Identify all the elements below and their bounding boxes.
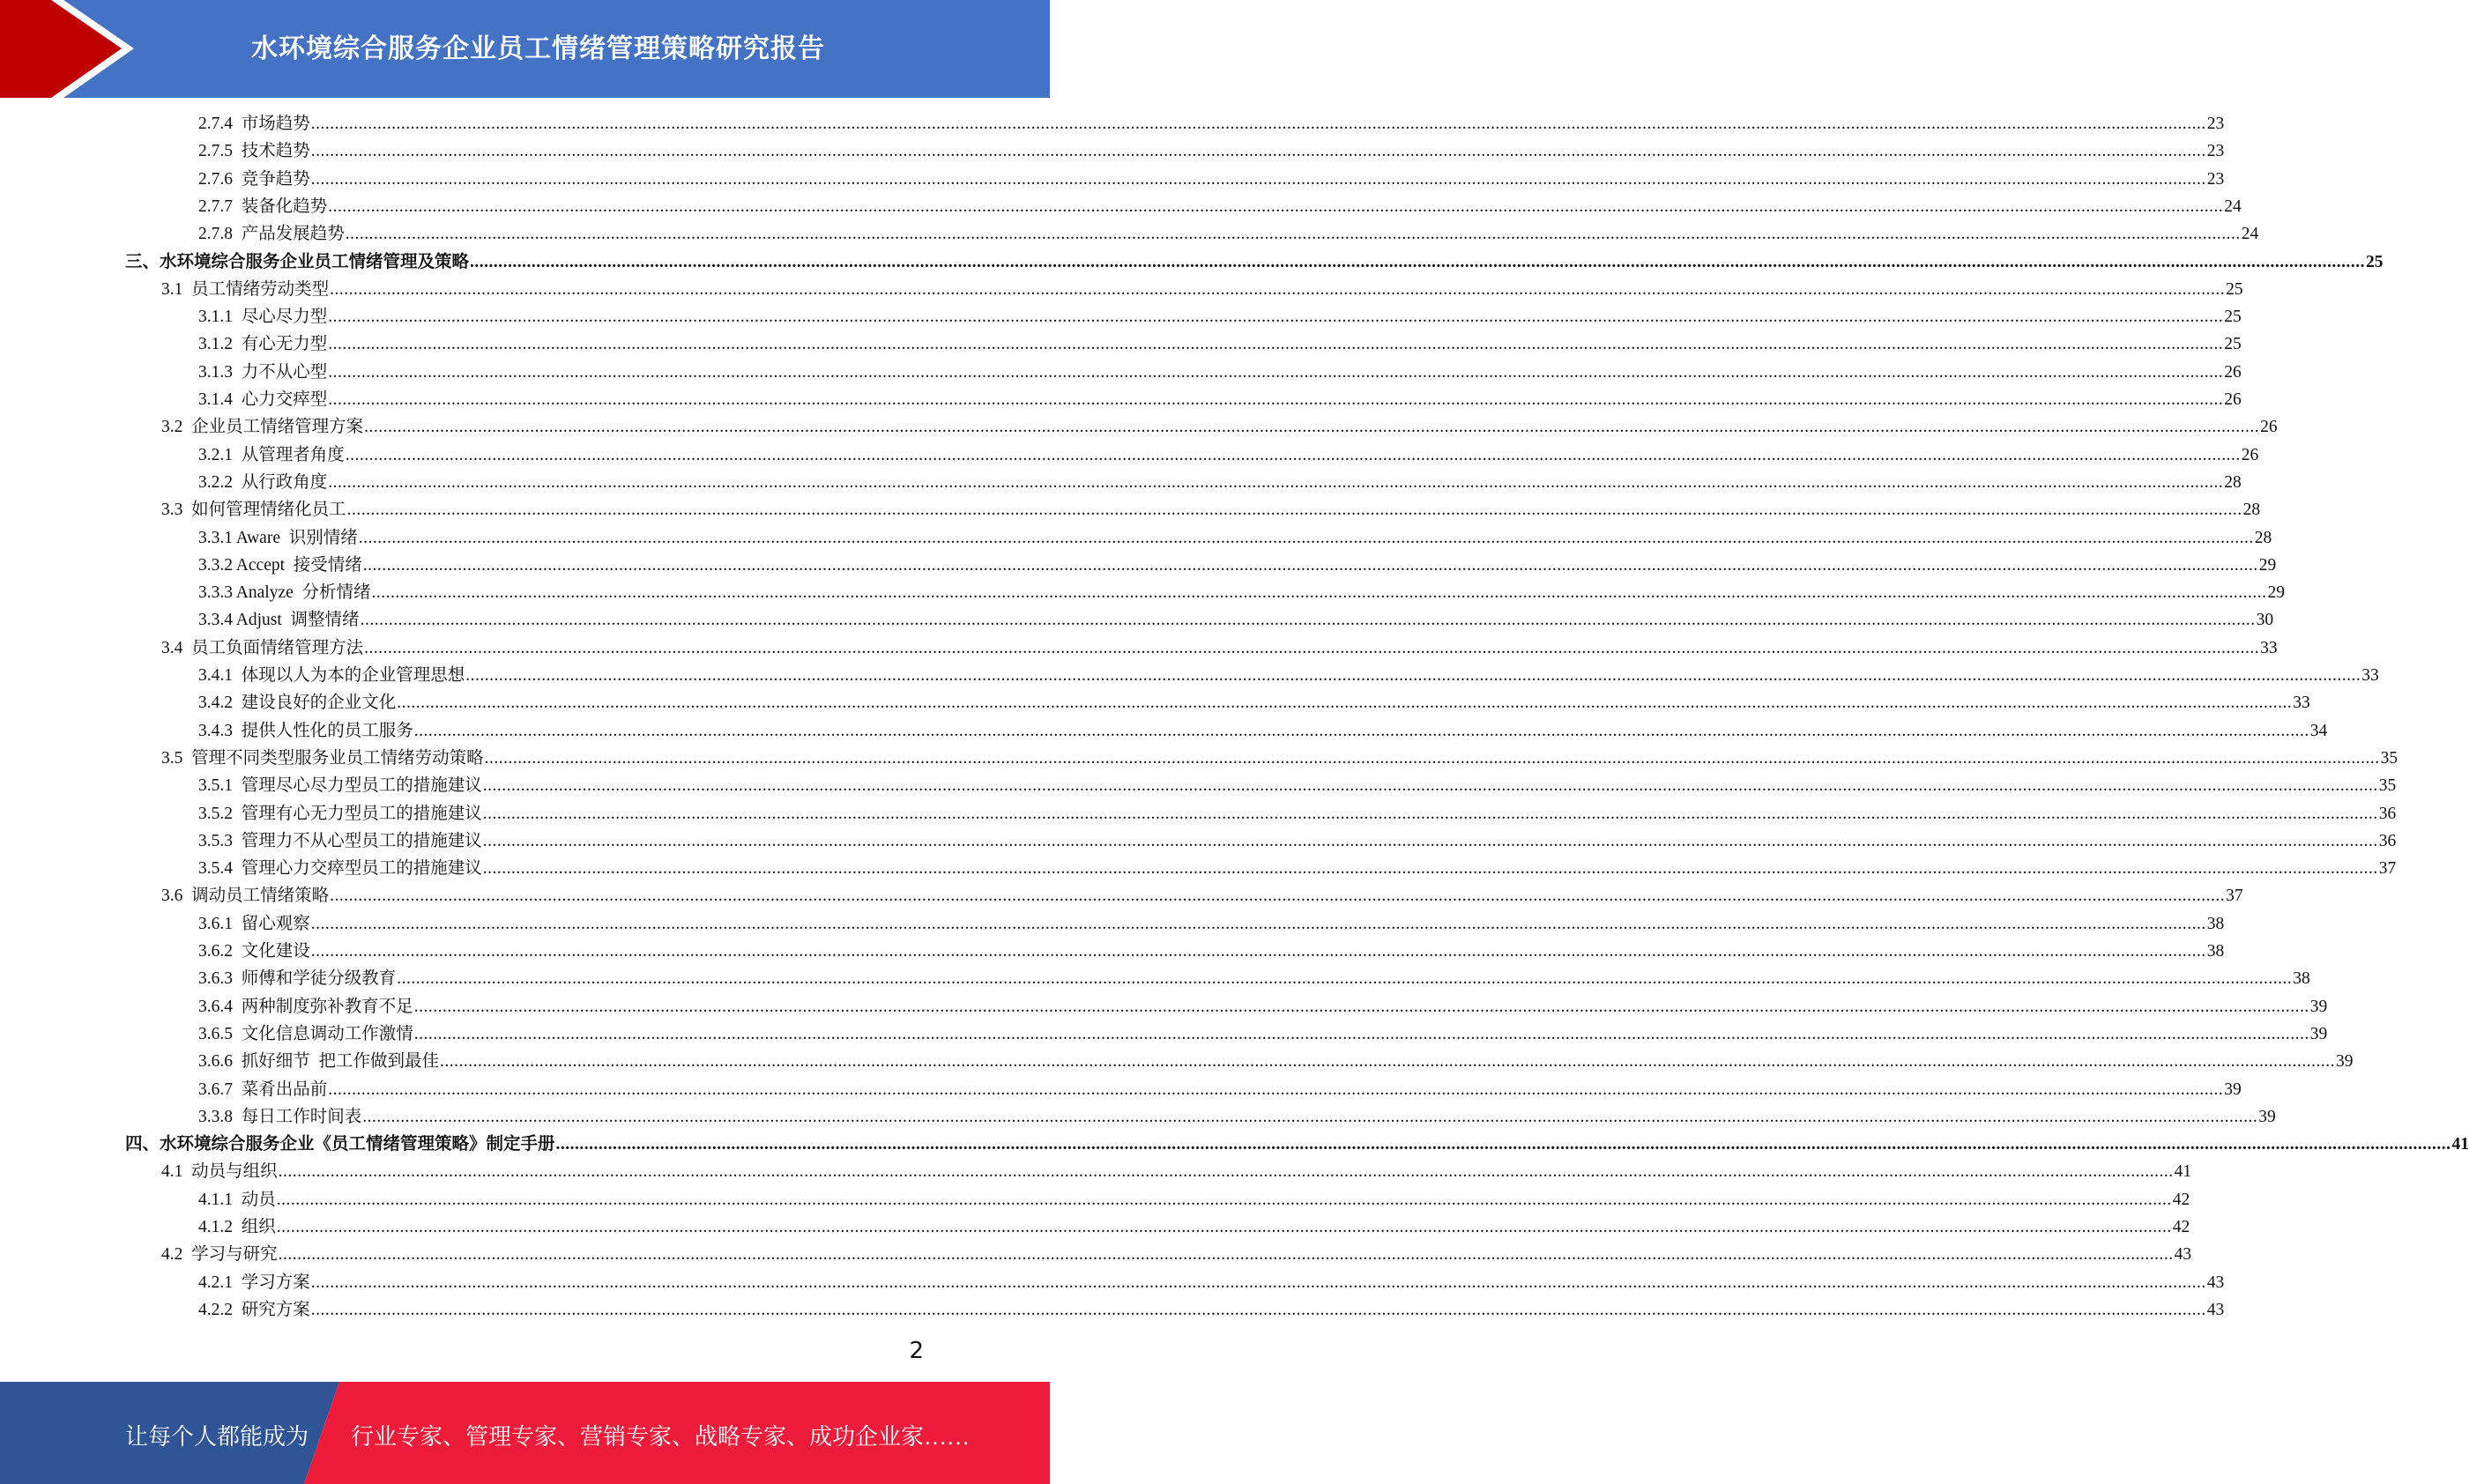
toc-entry-page: 30 (2256, 611, 2274, 630)
toc-entry-page: 24 (2241, 225, 2259, 244)
toc-entry-page: 33 (2293, 694, 2310, 713)
toc-entry-label: 2.7.4 市场趋势 (198, 115, 310, 133)
toc-leader-dots: ................................................................................................................................................................................................................................................................................................................................................................................................................ (482, 804, 2378, 823)
toc-leader-dots: ................................................................................................................................................................................................................................................................................................................................................................................................................ (362, 555, 2258, 575)
toc-entry-label: 3.6.1 留心观察 (198, 914, 310, 933)
toc-entry-label: 3.6.7 菜肴出品前 (198, 1080, 328, 1099)
toc-entry-label: 3.2.2 从行政角度 (198, 472, 328, 492)
toc-leader-dots: ................................................................................................................................................................................................................................................................................................................................................................................................................ (328, 197, 2224, 216)
toc-leader-dots: ................................................................................................................................................................................................................................................................................................................................................................................................................ (413, 1024, 2309, 1043)
toc-entry-label: 3.6 调动员工情绪策略 (161, 887, 330, 906)
toc-leader-dots: ................................................................................................................................................................................................................................................................................................................................................................................................................ (328, 335, 2224, 354)
toc-entry-label: 3.6.3 师傅和学徒分级教育 (198, 969, 397, 989)
toc-entry[interactable] (198, 996, 2328, 1019)
toc-entry[interactable] (161, 416, 2278, 439)
toc-entry-page: 39 (2224, 1080, 2242, 1099)
toc-entry[interactable] (198, 471, 2242, 494)
toc-entry[interactable] (198, 361, 2242, 384)
toc-entry-label: 3.1.1 尽心尽力型 (198, 308, 328, 327)
toc-entry-label: 3.3.2 Accept 接受情绪 (198, 555, 362, 575)
toc-leader-dots: ................................................................................................................................................................................................................................................................................................................................................................................................................ (310, 1273, 2206, 1292)
toc-entry[interactable] (198, 582, 2286, 605)
toc-entry-label: 3.3.1 Aware 识别情绪 (198, 528, 358, 547)
toc-leader-dots: ................................................................................................................................................................................................................................................................................................................................................................................................................ (482, 776, 2378, 796)
toc-entry[interactable] (198, 664, 2379, 687)
toc-leader-dots: ................................................................................................................................................................................................................................................................................................................................................................................................................ (310, 169, 2206, 189)
toc-leader-dots: ................................................................................................................................................................................................................................................................................................................................................................................................................ (328, 1080, 2224, 1099)
toc-entry[interactable] (198, 1299, 2225, 1322)
toc-entry-page: 25 (2366, 252, 2383, 271)
toc-entry[interactable] (198, 803, 2397, 826)
toc-entry[interactable] (198, 140, 2225, 163)
toc-leader-dots: ................................................................................................................................................................................................................................................................................................................................................................................................................ (330, 279, 2226, 299)
toc-leader-dots: ................................................................................................................................................................................................................................................................................................................................................................................................................ (397, 969, 2293, 989)
toc-leader-dots: ................................................................................................................................................................................................................................................................................................................................................................................................................ (555, 1135, 2451, 1154)
toc-entry[interactable] (161, 747, 2398, 770)
toc-entry[interactable] (198, 1050, 2354, 1073)
toc-leader-dots: ................................................................................................................................................................................................................................................................................................................................................................................................................ (482, 831, 2378, 850)
toc-entry[interactable] (198, 913, 2225, 936)
toc-entry[interactable] (198, 554, 2277, 577)
toc-entry-label: 3.1.3 力不从心型 (198, 362, 328, 382)
toc-leader-dots: ................................................................................................................................................................................................................................................................................................................................................................................................................ (358, 528, 2254, 547)
toc-entry[interactable] (198, 527, 2272, 550)
toc-leader-dots: ................................................................................................................................................................................................................................................................................................................................................................................................................ (362, 1107, 2258, 1126)
footer-slogan-right: 行业专家、管理专家、营销专家、战略专家、成功企业家…… (351, 1424, 970, 1450)
toc-entry-label: 三、水环境综合服务企业员工情绪管理及策略 (125, 252, 470, 271)
toc-entry-label: 3.6.2 文化建设 (198, 942, 310, 961)
toc-entry-page: 25 (2224, 308, 2242, 327)
toc-leader-dots: ................................................................................................................................................................................................................................................................................................................................................................................................................ (440, 1052, 2336, 1072)
toc-leader-dots: ................................................................................................................................................................................................................................................................................................................................................................................................................ (346, 501, 2242, 520)
toc-leader-dots: ................................................................................................................................................................................................................................................................................................................................................................................................................ (310, 115, 2206, 133)
toc-entry-page: 23 (2206, 115, 2225, 133)
toc-entry[interactable] (198, 223, 2259, 246)
toc-entry[interactable] (125, 251, 2383, 274)
toc-leader-dots: ................................................................................................................................................................................................................................................................................................................................................................................................................ (310, 1300, 2206, 1319)
toc-entry-page: 26 (2241, 445, 2259, 464)
toc-entry[interactable] (161, 499, 2261, 522)
toc-entry[interactable] (198, 1272, 2225, 1295)
toc-entry-label: 3.5.4 管理心力交瘁型员工的措施建议 (198, 859, 482, 879)
toc-entry-page: 26 (2260, 418, 2278, 437)
toc-entry[interactable] (198, 692, 2310, 715)
footer-banner (0, 1382, 1050, 1484)
toc-leader-dots: ................................................................................................................................................................................................................................................................................................................................................................................................................ (328, 472, 2224, 492)
toc-leader-dots: ................................................................................................................................................................................................................................................................................................................................................................................................................ (310, 142, 2206, 161)
header-banner (0, 0, 1050, 98)
toc-entry-page: 42 (2172, 1218, 2190, 1236)
toc-entry-label: 3.1.2 有心无力型 (198, 335, 328, 354)
footer-slogan-left: 让每个人都能成为 (125, 1424, 309, 1450)
toc-leader-dots: ................................................................................................................................................................................................................................................................................................................................................................................................................ (364, 638, 2260, 657)
toc-entry-page: 37 (2226, 887, 2243, 906)
toc-entry[interactable] (125, 1133, 2469, 1156)
toc-entry-page: 43 (2206, 1300, 2225, 1319)
toc-leader-dots: ................................................................................................................................................................................................................................................................................................................................................................................................................ (364, 418, 2260, 437)
toc-entry-page: 39 (2309, 997, 2328, 1016)
toc-entry-label: 3.1.4 心力交瘁型 (198, 390, 328, 409)
toc-entry-page: 26 (2224, 362, 2242, 382)
toc-entry[interactable] (198, 306, 2242, 329)
page-number: 2 (909, 1338, 924, 1364)
toc-entry-page: 38 (2206, 942, 2225, 961)
toc-entry[interactable] (161, 885, 2243, 908)
toc-entry[interactable] (161, 1243, 2192, 1266)
toc-leader-dots: ................................................................................................................................................................................................................................................................................................................................................................................................................ (278, 1245, 2174, 1265)
toc-entry[interactable] (198, 609, 2274, 632)
toc-entry-label: 3.5.2 管理有心无力型员工的措施建议 (198, 804, 482, 823)
toc-entry-page: 28 (2242, 501, 2261, 520)
toc-entry-label: 3.4.1 体现以人为本的企业管理思想 (198, 666, 465, 685)
toc-entry-label: 4.1 动员与组织 (161, 1162, 278, 1182)
toc-entry[interactable] (198, 830, 2397, 853)
toc-leader-dots: ................................................................................................................................................................................................................................................................................................................................................................................................................ (330, 887, 2226, 906)
toc-entry-page: 33 (2361, 666, 2379, 685)
toc-leader-dots: ................................................................................................................................................................................................................................................................................................................................................................................................................ (413, 721, 2309, 740)
toc-entry-page: 24 (2224, 197, 2242, 216)
toc-entry-label: 3.2.1 从管理者角度 (198, 445, 345, 464)
toc-entry-label: 3.4 员工负面情绪管理方法 (161, 638, 364, 657)
toc-entry-page: 34 (2309, 721, 2328, 740)
toc-entry-page: 25 (2226, 279, 2243, 299)
toc-entry-page: 23 (2206, 142, 2225, 161)
toc-entry-label: 3.3.4 Adjust 调整情绪 (198, 611, 360, 630)
toc-leader-dots: ................................................................................................................................................................................................................................................................................................................................................................................................................ (345, 445, 2241, 464)
toc-leader-dots: ................................................................................................................................................................................................................................................................................................................................................................................................................ (345, 225, 2241, 244)
toc-entry-page: 28 (2254, 528, 2272, 547)
toc-entry[interactable] (198, 389, 2242, 412)
toc-entry-page: 23 (2206, 169, 2225, 189)
toc-leader-dots: ................................................................................................................................................................................................................................................................................................................................................................................................................ (310, 942, 2206, 961)
toc-entry-page: 38 (2293, 969, 2310, 989)
toc-entry-page: 33 (2260, 638, 2278, 657)
toc-entry-page: 29 (2258, 555, 2277, 575)
toc-leader-dots: ................................................................................................................................................................................................................................................................................................................................................................................................................ (276, 1190, 2172, 1209)
toc-entry[interactable] (198, 968, 2310, 991)
toc-entry[interactable] (198, 444, 2259, 467)
toc-entry-label: 3.3.8 每日工作时间表 (198, 1107, 362, 1126)
toc-leader-dots: ................................................................................................................................................................................................................................................................................................................................................................................................................ (413, 997, 2309, 1016)
toc-leader-dots: ................................................................................................................................................................................................................................................................................................................................................................................................................ (278, 1162, 2174, 1182)
toc-entry-page: 43 (2174, 1245, 2192, 1265)
toc-leader-dots: ................................................................................................................................................................................................................................................................................................................................................................................................................ (310, 914, 2206, 933)
toc-entry[interactable] (198, 1079, 2242, 1102)
toc-leader-dots: ................................................................................................................................................................................................................................................................................................................................................................................................................ (328, 362, 2224, 382)
toc-entry[interactable] (161, 637, 2278, 660)
toc-entry-page: 41 (2174, 1162, 2192, 1182)
toc-entry-label: 3.3.3 Analyze 分析情绪 (198, 583, 371, 603)
toc-entry-page: 36 (2378, 831, 2397, 850)
toc-entry-label: 3.5.1 管理尽心尽力型员工的措施建议 (198, 776, 482, 796)
toc-leader-dots: ................................................................................................................................................................................................................................................................................................................................................................................................................ (328, 390, 2224, 409)
toc-entry[interactable] (198, 196, 2242, 219)
toc-entry[interactable] (198, 1023, 2328, 1046)
toc-entry-page: 26 (2224, 390, 2242, 409)
toc-leader-dots: ................................................................................................................................................................................................................................................................................................................................................................................................................ (371, 583, 2267, 603)
toc-entry-label: 3.5.3 管理力不从心型员工的措施建议 (198, 831, 482, 850)
toc-entry[interactable] (198, 333, 2242, 356)
toc-entry[interactable] (198, 720, 2328, 743)
toc-entry-label: 3.4.2 建设良好的企业文化 (198, 694, 397, 713)
toc-entry-label: 3.2 企业员工情绪管理方案 (161, 418, 364, 437)
toc-entry-label: 2.7.5 技术趋势 (198, 142, 310, 161)
toc-leader-dots: ................................................................................................................................................................................................................................................................................................................................................................................................................ (470, 252, 2366, 271)
toc-entry[interactable] (198, 857, 2397, 880)
toc-entry-page: 36 (2378, 804, 2397, 823)
toc-entry-page: 37 (2378, 859, 2397, 879)
toc-entry[interactable] (161, 1161, 2192, 1183)
toc-entry-label: 2.7.8 产品发展趋势 (198, 225, 345, 244)
toc-leader-dots: ................................................................................................................................................................................................................................................................................................................................................................................................................ (360, 611, 2256, 630)
toc-entry-label: 4.1.2 组织 (198, 1218, 276, 1236)
toc-entry-label: 3.6.5 文化信息调动工作激情 (198, 1024, 413, 1043)
toc-leader-dots: ................................................................................................................................................................................................................................................................................................................................................................................................................ (484, 748, 2380, 768)
toc-entry-page: 43 (2206, 1273, 2225, 1292)
toc-entry-label: 3.1 员工情绪劳动类型 (161, 279, 330, 299)
toc-entry-page: 42 (2172, 1190, 2190, 1209)
toc-entry-page: 29 (2267, 583, 2286, 603)
toc-entry-label: 3.4.3 提供人性化的员工服务 (198, 721, 413, 740)
toc-leader-dots: ................................................................................................................................................................................................................................................................................................................................................................................................................ (328, 308, 2224, 327)
toc-entry-label: 3.3 如何管理情绪化员工 (161, 501, 346, 520)
toc-entry-label: 4.1.1 动员 (198, 1190, 276, 1209)
toc-entry-page: 39 (2309, 1024, 2328, 1043)
toc-entry-label: 3.6.6 抓好细节 把工作做到最佳 (198, 1052, 440, 1072)
toc-entry-page: 25 (2224, 335, 2242, 354)
toc-entry-page: 38 (2206, 914, 2225, 933)
toc-entry-label: 4.2 学习与研究 (161, 1245, 278, 1265)
toc-entry-page: 39 (2258, 1107, 2276, 1126)
toc-entry-label: 3.6.4 两种制度弥补教育不足 (198, 997, 413, 1016)
toc-entry[interactable] (198, 1216, 2190, 1239)
toc-entry[interactable] (198, 168, 2225, 191)
report-title: 水环境综合服务企业员工情绪管理策略研究报告 (251, 33, 825, 64)
toc-entry-page: 39 (2336, 1052, 2354, 1072)
toc-entry-label: 4.2.2 研究方案 (198, 1300, 310, 1319)
toc-entry-label: 2.7.6 竞争趋势 (198, 169, 310, 189)
toc-entry[interactable] (198, 940, 2225, 963)
toc-entry-label: 4.2.1 学习方案 (198, 1273, 310, 1292)
toc-entry[interactable] (198, 113, 2225, 136)
toc-leader-dots: ................................................................................................................................................................................................................................................................................................................................................................................................................ (465, 666, 2361, 685)
toc-leader-dots: ................................................................................................................................................................................................................................................................................................................................................................................................................ (276, 1218, 2172, 1236)
toc-entry-page: 41 (2451, 1135, 2469, 1154)
toc-entry[interactable] (198, 775, 2397, 798)
toc-entry-page: 35 (2380, 748, 2398, 768)
toc-entry-page: 28 (2224, 472, 2242, 492)
toc-leader-dots: ................................................................................................................................................................................................................................................................................................................................................................................................................ (397, 694, 2293, 713)
toc-entry[interactable] (198, 1189, 2190, 1212)
toc-entry-label: 2.7.7 装备化趋势 (198, 197, 328, 216)
toc-leader-dots: ................................................................................................................................................................................................................................................................................................................................................................................................................ (482, 859, 2378, 879)
toc-entry[interactable] (161, 278, 2243, 301)
toc-entry-page: 35 (2378, 776, 2397, 796)
toc-entry-label: 四、水环境综合服务企业《员工情绪管理策略》制定手册 (125, 1135, 555, 1154)
toc-entry[interactable] (198, 1106, 2276, 1129)
toc-entry-label: 3.5 管理不同类型服务业员工情绪劳动策略 (161, 748, 484, 768)
